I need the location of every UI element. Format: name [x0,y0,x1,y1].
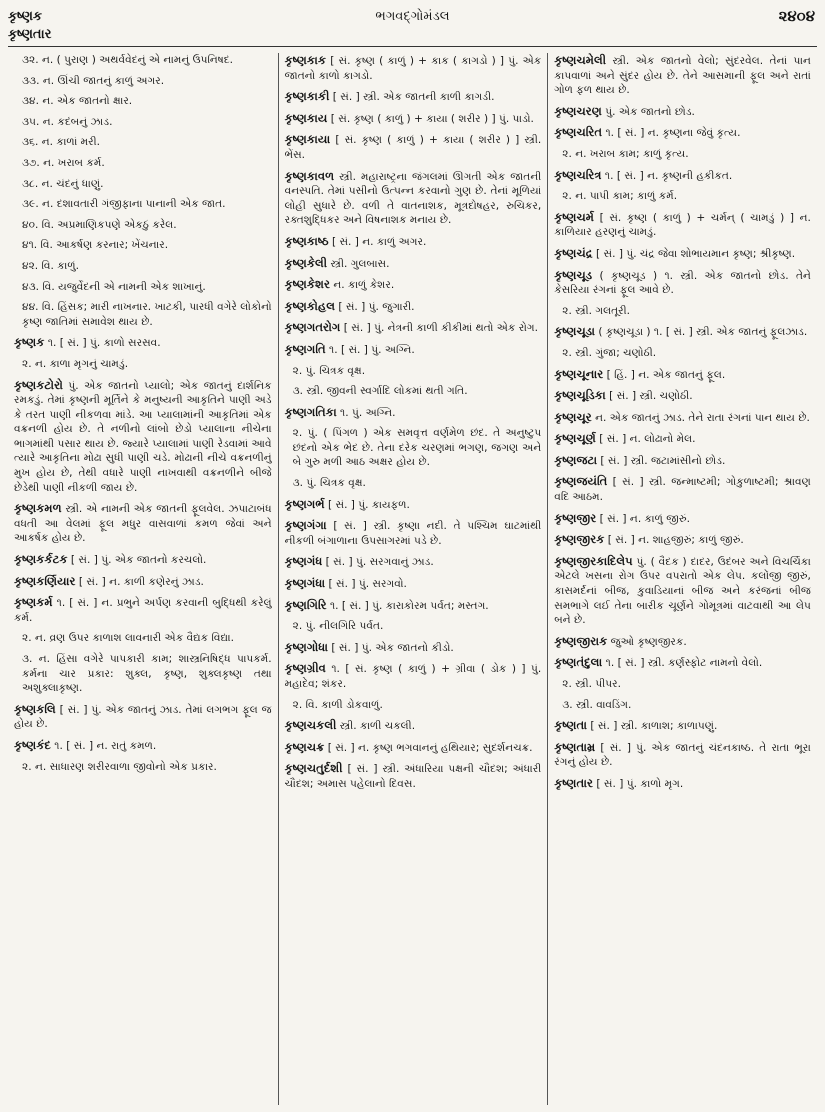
entry-definition: ૨. ન. પાપી કામ; કાળું કર્મ. [562,190,678,203]
dictionary-entry [285,53,542,83]
entry-headword: કૃષ્ણગતિ [284,341,326,356]
dictionary-entry [285,661,542,691]
dictionary-entry [554,210,811,240]
entry-definition: સ્ત્રી. મહારાષ્ટ્રના જંગલમાં ઊગતી એક જાતની વનસ્પતિ. તેમાં પસીનો ઉત્પન્ન કરવાનો ગુણ છે. તેનાં મૂળિયાં લોહી સુધારે છે. વળી તે વાતનાશક, મૂત્રદોષહર, રુચિકર, રક્તશુદ્ધિકર અને વિષનાશક મનાય છે. [284,170,542,227]
sense-line [14,156,272,171]
entry-headword: કૃષ્ણગતિકા [284,404,337,419]
sense-line [14,357,272,372]
entry-headword: કૃષ્ણકાકી [284,89,330,104]
entry-definition: પું. એક જાતનો પ્યાલો; એક જાતનું દાર્શનિક રમકડું. તેમાં કૃષ્ણની મૂર્તિને કે મનુષ્યની આકૃતિને પાણી અડે કે તરત પાણી નીકળવા માંડે. આ પ્યાલામાંની આકૃતિમાં એક વક્રનળી હોય છે. તે નળીનો લાંબો છેડો પ્યાલાના નીચેના ભાગમાંથી પસાર થાય છે. જ્યારે પ્યાલામાં પાણી રેડવામાં આવે ત્યારે આકૃતિના મોઢા સુધી પાણી ચડે. મોઢાની નીચે વક્રનળીનું મુખ હોય છે, તેથી વધારે પાણી નાખવાથી વક્રનળીને બીજે છેડેથી પાણી નીકળી જાય છે. [14,379,272,494]
entry-headword: કૃષ્ણગંગા [284,518,327,533]
entry-definition: [ સં. ] સ્ત્રી. એક જાતની કાળી કાગડી. [332,91,495,104]
entry-definition: ૧. [ સં. ] ન. કૃષ્ણના જેવું કૃત્ય. [605,127,741,140]
dictionary-entry [285,761,542,791]
dictionary-entry [554,324,811,340]
entry-definition: ૨. સ્ત્રી. ગુંજા; ચણોઠી. [562,346,657,359]
entry-headword: કૃષ્ણગંધા [284,576,326,591]
dictionary-entry [14,552,272,568]
entry-definition: [ સં. ] પું. કાયફળ. [327,498,410,511]
entry-headword: કૃષ્ણકર્ણિયાર [14,573,76,588]
dictionary-entry [554,453,811,469]
dictionary-entry [554,431,811,447]
sense-line [285,426,542,470]
entry-definition: [ સં. ] સ્ત્રી. જટામાંસીનો છોડ. [600,454,726,467]
entry-headword: કૃષ્ણચરિત્ર [554,167,602,182]
dictionary-entry [554,634,811,650]
entry-definition: [ સં. ] સ્ત્રી. અંધારિયા પક્ષની ચૌદશ; અંધારી ચૌદશ; અમાસ પહેલાનો દિવસ. [284,763,542,790]
entry-headword: કૃષ્ણચક્ર [284,739,325,754]
entry-headword: કૃષ્ણતંદુલા [554,655,603,670]
dictionary-entry [554,655,811,671]
entry-headword: કૃષ્ણચતુર્દશી [284,761,343,776]
dictionary-entry [554,104,811,120]
entry-definition: ૩. ન. હિંસા વગેરે પાપકારી કામ; શાસ્ત્રનિષિદ્ધ પાપકર્મ. કર્મના ચાર પ્રકાર: શુક્લ, કૃષ્ણ, શુક્લકૃષ્ણ તથા અશુક્લાકૃષ્ણ. [22,653,272,695]
sense-line [14,74,272,89]
dictionary-entry [554,511,811,527]
entry-definition: ૩. સ્ત્રી. જીવની સ્વર્ગાદિ લોકમાં થતી ગતિ. [292,385,468,398]
dictionary-entry [285,497,542,513]
page-header [8,6,817,47]
dictionary-entry [285,576,542,592]
entry-definition: [ સં. ] પું. સરગવો. [328,578,407,591]
entry-headword: કૃષ્ણતાર [554,775,594,790]
dictionary-entry [285,740,542,756]
dictionary-entry [285,554,542,570]
sense-line [14,115,272,130]
entry-definition: [ સં. ] પું. એક જાતનો કરચલો. [70,554,207,567]
entry-definition: [ હિં. ] ન. એક જાતનું ફૂલ. [606,368,726,381]
dictionary-entry [554,740,811,770]
entry-headword: કૃષ્ણકાવળ [284,168,335,183]
entry-definition: ન. એક જાતનું ઝાડ. તેને રાતા રંગનાં પાન થાય છે. [595,411,810,424]
sense-line [285,364,542,379]
entry-definition: ૧. [ સં. ] પું. કાળો સરસવ. [47,337,161,350]
entry-definition: ૧. [ સં. ] પું. અગ્નિ. [329,343,415,356]
entry-definition: સ્ત્રી. ગુલબાસ. [330,257,390,270]
entry-headword: કૃષ્ણક [14,335,45,350]
sense-line [14,53,272,68]
sense-line [554,698,811,713]
dictionary-entry [285,234,542,250]
entry-definition: [ સં. ] ન. કાળું જીરું. [599,512,690,525]
entry-definition: [ સં. ] સ્ત્રી. કૃષ્ણા નદી. તે પશ્ચિમ ઘાટમાંથી નીકળી બંગાળાના ઉપસાગરમાં પડે છે. [284,520,542,547]
last-headword: કૃષ્ણતાર [8,27,52,42]
entry-definition: [ સં. ] પું. સરગવાનું ઝાડ. [325,556,434,569]
sense-line [554,147,811,162]
entry-definition: ૩૫. ન. કદંબનું ઝાડ. [22,115,113,128]
dictionary-entry [285,277,542,293]
entry-headword: કૃષ્ણગોધા [284,639,329,654]
entry-definition: ૨. ન. સાધારણ શરીરવાળા જીવોનો એક પ્રકાર. [22,760,217,773]
entry-headword: કૃષ્ણકેશર [284,277,330,292]
entry-definition: [ સં. ] ન. કાળી કણેરનું ઝાડ. [78,575,204,588]
sense-line [14,238,272,253]
entry-definition: જુઓ કૃષ્ણજીરક. [610,635,687,648]
entry-definition: [ સં. ] પું. એક જાતનું ચંદનકાષ્ઠ. તે રાતા ભૂરા રંગનું હોય છે. [554,741,811,769]
entry-headword: કૃષ્ણકર્કટક [14,552,68,567]
sense-line [14,218,272,233]
entry-headword: કૃષ્ણકાક [284,53,327,67]
entry-headword: કૃષ્ણજીરક [554,532,605,547]
dictionary-entry [14,378,272,496]
entry-definition: સ્ત્રી. એક જાતનો વેલો; સુંદરવેલ. તેનાં પાન કાપવાળાં અને સુંદર હોય છે. તેને આસમાની ફૂલ અને રાતાં ગોળ ફળ થાય છે. [554,55,811,97]
dictionary-entry [14,335,272,351]
sense-line [554,189,811,204]
entry-definition: [ સં. કૃષ્ણ ( કાળું ) + કાક ( કાગડો ) ] પું. એક જાતનો કાળો કાગડો. [284,55,542,82]
entry-headword: કૃષ્ણકાષ્ઠ [284,233,329,248]
sense-line [554,304,811,319]
entry-definition: ૨. સ્ત્રી. પીપર. [562,678,622,690]
entry-headword: કૃષ્ણચૂડ [554,267,593,282]
sense-line [285,619,542,634]
entry-definition: ૧. પું. અગ્નિ. [340,406,396,419]
entry-definition: [ સં. કૃષ્ણ ( કાળું ) + કાયા ( શરીર ) ] સ્ત્રી. ભેંસ. [284,134,542,161]
entry-definition: ૪૪. વિ. હિંસક; મારી નાખનાર. ખાટકી, પારધી વગેરે લોકોનો કૃષ્ણ જાતિમાં સમાવેશ થાય છે. [22,301,272,328]
entry-headword: કૃષ્ણચરિત [554,125,603,140]
dictionary-entry [554,776,811,792]
column-middle [278,53,548,1105]
first-headword: કૃષ્ણક [8,9,43,24]
entry-definition: ન. કાળું કેશર. [333,279,395,292]
dictionary-entry [554,268,811,298]
entry-definition: ૩૩. ન. ઊંચી જાતનું કાળું અગર. [22,74,165,87]
entry-definition: ૩. સ્ત્રી. વાવડિંગ. [562,698,632,711]
entry-definition: [ સં. ] સ્ત્રી. જન્માષ્ટમી; ગોકુળાષ્ટમી; શ્રાવણ વદિ આઠમ. [554,476,811,504]
sense-line [554,677,811,692]
entry-headword: કૃષ્ણકેલી [284,255,328,270]
entry-definition: [ સં. ] પું. કાળો મૃગ. [596,777,684,790]
entry-headword: કૃષ્ણગતરોગ [284,320,341,335]
entry-definition: ૩૭. ન. ખરાબ કર્મ. [22,156,105,169]
dictionary-entry [554,474,811,504]
entry-headword: કૃષ્ણગંધ [284,554,323,569]
dictionary-entry [285,169,542,228]
dictionary-entry [554,554,811,628]
entry-definition: ૧. [ સં. કૃષ્ણ ( કાળું ) + ગ્રીવા ( ડોક ) ] પું. મહાદેવ; શંકર. [284,663,542,690]
entry-definition: [ સં. ] પું. ચંદ્ર જેવા શોભાયમાન કૃષ્ણ; શ્રીકૃષ્ણ. [596,247,796,260]
sense-line [14,631,272,646]
entry-definition: ૪૩. વિ. યજુર્વેદની એ નામની એક શાખાનું. [22,280,206,293]
entry-definition: [ સં. ] ન. શાહજીરું; કાળું જીરું. [607,534,744,547]
entry-definition: ૨. વિ. કાળી ડોકવાળું. [292,698,383,711]
entry-definition: ૨. ન. કાળા મૃગનું ચામડું. [22,357,129,370]
entry-headword: કૃષ્ણગિરિ [284,597,327,612]
dictionary-entry [554,246,811,262]
dictionary-title: ભગવદ્ગોમંડલ [375,9,450,24]
dictionary-entry [14,738,272,754]
entry-definition: [ સં. કૃષ્ણ ( કાળું ) + કાયા ( શરીર ) ] પું. પાડો. [330,112,534,125]
entry-definition: [ સં. ] ન. કાળું અગર. [331,235,427,248]
sense-line [14,135,272,150]
entry-headword: કૃષ્ણજટા [554,452,598,467]
entry-headword: કૃષ્ણચૂર [554,409,592,424]
dictionary-entry [14,702,272,732]
entry-headword: કૃષ્ણચૂર્ણ [554,431,596,446]
entry-definition: ૩૪. ન. એક જાતનો ક્ષાર. [22,95,133,108]
column-left [8,53,278,1105]
entry-headword: કૃષ્ણકાયા [284,132,331,147]
dictionary-entry [285,132,542,162]
entry-headword: કૃષ્ણકર્મ [14,595,53,610]
entry-headword: કૃષ્ણજીરાક [554,633,608,648]
sense-line [285,698,542,713]
entry-headword: કૃષ્ણકાય [284,110,328,125]
dictionary-entry [554,410,811,426]
sense-line [285,476,542,491]
dictionary-entry [285,405,542,421]
entry-headword: કૃષ્ણકમળ [14,501,62,516]
entry-headword: કૃષ્ણતા [554,718,588,733]
column-right [547,53,817,1105]
dictionary-entry [285,598,542,614]
dictionary-entry [554,53,811,98]
entry-definition: ( કૃષ્ણચૂડા ) ૧. [ સં. ] સ્ત્રી. એક જાતનું ફૂલઝાડ. [598,326,808,339]
dictionary-entry [554,718,811,734]
sense-line [14,94,272,109]
dictionary-entry [554,532,811,548]
dictionary-entry [285,640,542,656]
dictionary-entry [285,320,542,336]
entry-definition: [ સં. કૃષ્ણ ( કાળું ) + ચર્મન્ ( ચામડું ) ] ન. કાળિયાર હરણનું ચામડું. [554,211,811,239]
entry-headword: કૃષ્ણગર્ભ [284,496,325,511]
entry-definition: [ સં. ] પું. એક જાતનું ઝાડ. તેમાં લગભગ ફૂલ જ હોય છે. [14,703,272,731]
sense-line [14,259,272,274]
entry-definition: પું. ( વૈદક ) દાદર, ઉદંબર અને વિચર્ચિકા એટલે ખસના રોગ ઉપર વપરાતો એક લેપ. કલોંજી જીરું, કાસમર્દનાં બીજ, કુવાડિયાનાં બીજ અને કરંજનાં બીજ સમભાગે લઈ તેના બારીક ચૂર્ણને ગોમૂત્રમાં વાટવાથી આ લેપ બને છે. [554,555,811,627]
entry-headword: કૃષ્ણજીર [554,510,597,525]
sense-line [14,760,272,775]
entry-definition: ૩૯. ન. દશાવતારી ગંજીફાના પાનાની એક જાત. [22,198,226,211]
entry-definition: સ્ત્રી. કાળી ચકલી. [339,720,416,733]
entry-headword: કૃષ્ણચમેલી [554,53,607,67]
dictionary-entry [285,299,542,315]
entry-definition: સ્ત્રી. એ નામની એક જાતની ફૂલવેલ. ઝપાટાબંધ વધતી આ વેલમાં ફૂલ મધુર વાસવાળાં કમળ જેવાં અને આકર્ષક હોય છે. [14,503,272,545]
entry-definition: ૨. પું. ચિત્રક વૃક્ષ. [292,364,366,377]
dictionary-entry [285,342,542,358]
entry-headword: કૃષ્ણકલિ [14,701,56,716]
entry-definition: [ સં. ] પું. જુગારી. [338,300,415,313]
dictionary-entry [14,574,272,590]
entry-definition: [ સં. ] સ્ત્રી. ચણોઠી. [609,390,693,403]
sense-line [554,346,811,361]
dictionary-entry [285,256,542,272]
sense-line [14,300,272,329]
entry-headword: કૃષ્ણચકલી [284,718,337,733]
entry-headword: કૃષ્ણચૂનાર [554,366,604,381]
entry-definition: ૩. પું. ચિત્રક વૃક્ષ. [292,477,366,490]
entry-definition: [ સં. ] ન. લોઢાનો મેલ. [599,433,696,446]
entry-headword: કૃષ્ણજીરકાદિલેપ [554,553,633,568]
sense-line [14,652,272,696]
entry-definition: [ સં. ] ન. કૃષ્ણ ભગવાનનું હથિયાર; સુદર્શનચક્ર. [327,741,533,754]
entry-definition: ૧. [ સં. ] ન. કૃષ્ણની હકીકત. [604,169,733,182]
entry-definition: ૧. [ સં. ] ન. પ્રભુને અર્પણ કરવાની બુદ્ધિથી કરેલું કર્મ. [14,597,272,624]
entry-headword: કૃષ્ણકંદ [14,737,51,752]
entry-definition: ૪૦. વિ. અપ્રમાણિકપણે એકઠું કરેલ. [22,218,177,231]
entry-headword: કૃષ્ણકોહલ [284,298,335,313]
entry-definition: ૨. ન. વ્રણ ઉપર કાળાશ લાવનારી એક વૈદ્યક વિદ્યા. [22,632,234,645]
entry-headword: કૃષ્ણચંદ્ર [554,245,593,260]
entry-definition: [ સં. ] પું. નેત્રની કાળી કીકીમાં થતો એક રોગ. [343,322,538,335]
entry-definition: ૪૧. વિ. આકર્ષણ કરનાર; ખેંચનાર. [22,239,169,252]
sense-line [14,177,272,192]
dictionary-entry [14,595,272,625]
entry-columns [8,53,817,1105]
page-number: ૨૪૦૪ [778,7,815,25]
dictionary-entry [285,111,542,127]
sense-line [285,384,542,399]
entry-headword: કૃષ્ણજયંતિ [554,474,608,489]
entry-definition: ૩૮. ન. ચંદનું ધાણું. [22,177,104,190]
entry-headword: કૃષ્ણચરણ [554,103,602,118]
entry-definition: ૨. સ્ત્રી. ગલતૂરી. [562,304,631,317]
entry-definition: [ સં. ] પું. એક જાતનો કીડો. [331,641,454,654]
sense-line [14,280,272,295]
entry-definition: ૨. ન. ખરાબ કામ; કાળું કૃત્ય. [562,147,689,160]
entry-definition: ૧. [ સં. ] સ્ત્રી. કર્ણસ્ફોટ નામનો વેલો. [605,657,763,670]
entry-headword: કૃષ્ણગ્રીવ [284,661,326,676]
dictionary-entry [554,367,811,383]
entry-definition: પું. એક જાતનો છોડ. [605,105,695,118]
entry-definition: ૧. [ સં. ] ન. રાતું કમળ. [54,739,157,752]
entry-headword: કૃષ્ણચર્મ [554,209,594,224]
entry-definition: ( કૃષ્ણચૂડ ) ૧. સ્ત્રી. એક જાતનો છોડ. તેને કેસરિયા રંગનાં ફૂલ આવે છે. [554,269,811,297]
entry-headword: કૃષ્ણકટોરો [14,377,63,392]
entry-headword: કૃષ્ણતામ્ર [554,739,596,754]
dictionary-entry [554,125,811,141]
entry-headword: કૃષ્ણચૂડિકા [554,388,606,403]
dictionary-entry [285,718,542,734]
entry-definition: [ સં. ] સ્ત્રી. કાળાશ; કાળાપણું. [590,720,718,733]
dictionary-entry [14,501,272,546]
entry-headword: કૃષ્ણચૂડા [554,324,595,339]
dictionary-entry [554,168,811,184]
dictionary-entry [285,518,542,548]
entry-definition: ૩૬. ન. કાળાં મરી. [22,136,101,149]
entry-definition: ૧. [ સં. ] પું. કારાકોરમ પર્વત; મસ્તગ. [329,599,489,612]
dictionary-entry [285,89,542,105]
sense-line [14,197,272,212]
entry-definition: ૨. પું. ( પિંગળ ) એક સમવૃત્ત વર્ણમેળ છંદ. તે અનુષ્ટુપ છંદનો એક ભેદ છે. તેના દરેક ચરણમાં ભગણ, જગણ અને બે ગુરુ મળી આઠ અક્ષર હોય છે. [292,427,542,469]
entry-definition: ૩૨. ન. ( પુરાણ ) અથર્વવેદનું એ નામનું ઉપનિષદ. [22,54,234,66]
dictionary-entry [554,388,811,404]
entry-definition: ૨. પું. નીલગિરિ પર્વત. [292,620,384,633]
entry-definition: ૪૨. વિ. કાળું. [22,259,79,272]
